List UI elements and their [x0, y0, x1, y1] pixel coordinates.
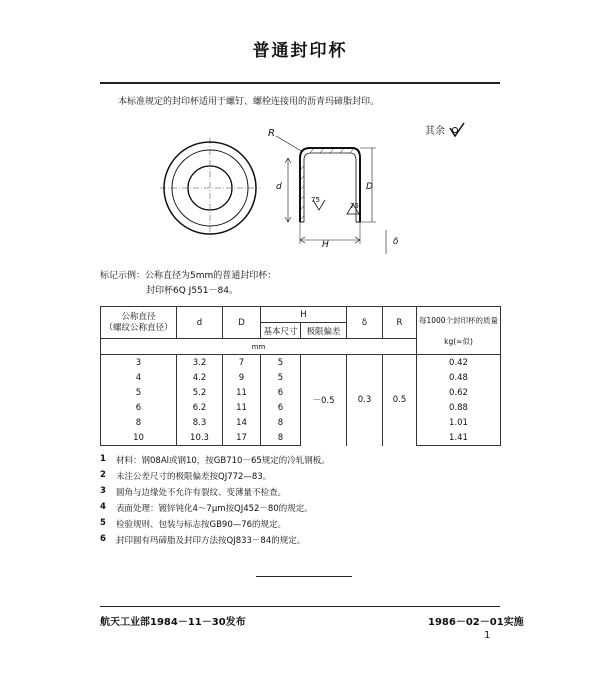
col-nominal: 公称直径 （螺纹公称直径）	[101, 307, 177, 339]
table-row: 3 3.2 7 5 －0.5 0.3 0.5 0.42	[101, 355, 501, 371]
note-item: 4 表面处理：镀锌钝化4～7μm按QJ452－80的规定。	[100, 502, 313, 514]
col-delta: δ	[347, 307, 383, 339]
col-R: R	[383, 307, 417, 339]
top-view	[160, 138, 260, 238]
unit-mm: mm	[101, 339, 417, 355]
marking-example-code: 封印杯6Q J551－84。	[146, 286, 238, 296]
note-item: 5 检验规则、包装与标志按GB90—76的规定。	[100, 518, 287, 530]
roughness-symbol-icon	[448, 122, 466, 138]
dimension-table	[100, 306, 501, 446]
col-H-basic: 基本尺寸	[261, 323, 301, 339]
delta-value: 0.3	[347, 355, 383, 446]
table-row: 5 5.2 11 6 0.62	[101, 385, 501, 400]
col-mass: 每1000个封印杯的质量 kg(≈似)	[417, 307, 501, 355]
table-row: 6 6.2 11 6 0.88	[101, 400, 501, 415]
outer-diameter-label: D	[366, 182, 373, 192]
col-H: H	[261, 307, 347, 323]
end-rule	[256, 576, 352, 577]
thickness-label: δ	[393, 237, 399, 247]
h-tolerance-value: －0.5	[301, 355, 347, 446]
height-label: H	[322, 240, 329, 250]
page-title: 普通封印杯	[252, 41, 348, 61]
scope-text: 本标准规定的封印杯适用于螺钉、螺栓连接用的沥青玛碲脂封印。	[118, 97, 380, 107]
marking-example: 标记示例：公称直径为5mm的普通封印杯：	[100, 271, 277, 281]
roughness-label: 其余	[425, 126, 445, 137]
footer-rule	[100, 606, 500, 607]
col-d: d	[177, 307, 223, 339]
page-number: 1	[484, 630, 491, 641]
note-item: 6 封印圆有玛碲脂及封印方法按QJ833－84的规定。	[100, 534, 306, 546]
cup-drawing	[160, 130, 420, 260]
table-row: 10 10.3 17 8 1.41	[101, 430, 501, 446]
roughness-value-2: 75	[350, 202, 359, 210]
table-row: 8 8.3 14 8 1.01	[101, 415, 501, 430]
table-row: 4 4.2 9 5 0.48	[101, 370, 501, 385]
note-item: 2 未注公差尺寸的极限偏差按QJ772—83。	[100, 470, 272, 482]
col-D: D	[223, 307, 261, 339]
header-rule	[100, 82, 500, 84]
note-item: 1 材料：钢08Al或钢10，按GB710－65规定的冷轧钢板。	[100, 454, 330, 466]
section-view	[276, 136, 386, 254]
technical-notes	[100, 454, 330, 550]
r-value: 0.5	[383, 355, 417, 446]
radius-label: R	[268, 128, 275, 139]
effective-date: 1986－02－01实施	[428, 617, 524, 628]
issue-date: 航天工业部1984－11－30发布	[100, 617, 246, 628]
roughness-value-1: 75	[311, 196, 320, 204]
roughness-note	[425, 122, 466, 138]
note-item: 3 圆角与边缘处不允许有裂纹、变薄量不检查。	[100, 486, 287, 498]
col-H-tol: 极限偏差	[301, 323, 347, 339]
inner-diameter-label: d	[276, 182, 282, 192]
table-header-row	[101, 307, 501, 323]
